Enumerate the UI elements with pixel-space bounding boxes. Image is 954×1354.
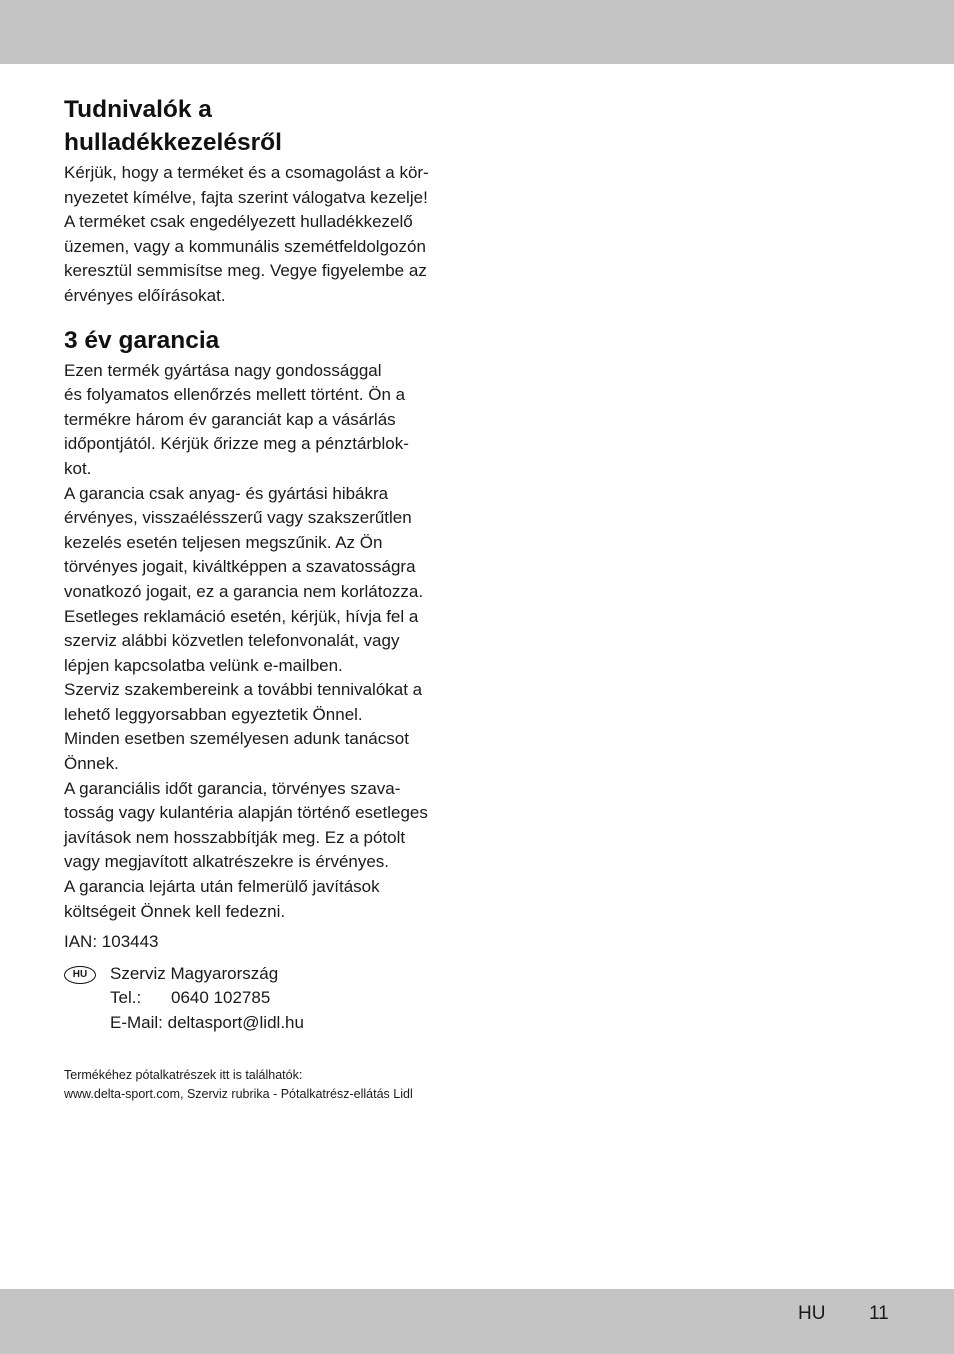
warranty-text-line: tosság vagy kulantéria alapján történő esetleges [64,803,428,823]
warranty-text-line: szerviz alábbi közvetlen telefonvonalát, vagy [64,631,400,651]
phone-number: 0640 102785 [171,988,271,1008]
warranty-heading: 3 év garancia [64,326,220,354]
spare-parts-note-line: Termékéhez pótalkatrészek itt is találhatók: [64,1067,303,1082]
disposal-text-line: érvényes előírásokat. [64,285,226,305]
warranty-text-line: A garancia csak anyag- és gyártási hibákra [64,483,389,503]
warranty-text-line: és folyamatos ellenőrzés mellett történt. Ön a [64,385,406,405]
warranty-text-line: kezelés esetén teljesen megszűnik. Az Ön [64,532,383,552]
warranty-text-line: vagy megjavított alkatrészekre is érvényes. [64,852,390,872]
phone-label: Tel.: [110,988,142,1008]
warranty-text-line: Önnek. [64,754,119,774]
header-band [0,0,954,64]
warranty-text-line: Ezen termék gyártása nagy gondossággal [64,360,382,380]
disposal-heading-line-1: Tudnivalók a [64,96,212,123]
service-phone [110,986,464,1011]
country-badge-icon: HU [64,966,96,984]
warranty-text-line: A garancia lejárta után felmerülő javítások [64,877,380,897]
warranty-text-line: lehető leggyorsabban egyeztetik Önnel. [64,704,363,724]
footer-language: HU [798,1303,826,1324]
disposal-text-line: A terméket csak engedélyezett hulladékkezelő [64,212,413,232]
warranty-text-line: érvényes, visszaélésszerű vagy szakszerűtlen [64,508,412,528]
warranty-text-line: A garanciális időt garancia, törvényes szava- [64,778,401,798]
content-column [64,93,464,1104]
disposal-heading [64,93,464,159]
warranty-text-line: javítások nem hosszabbítják meg. Ez a pótolt [64,827,406,847]
disposal-text [64,161,464,309]
warranty-text-line: törvényes jogait, kiváltképpen a szavatosságra [64,557,416,577]
warranty-text [64,359,464,925]
service-name: Szerviz Magyarország [110,963,279,983]
disposal-text-line: nyezetet kímélve, fajta szerint válogatva kezelje! [64,187,428,207]
spare-parts-note [64,1066,464,1104]
warranty-text-line: termékre három év garanciát kap a vásárlás [64,409,396,429]
disposal-text-line: üzemen, vagy a kommunális szemétfeldolgozón [64,236,426,256]
spare-parts-note-line: www.delta-sport.com, Szerviz rubrika - Pótalkatrész-ellátás Lidl [64,1086,413,1101]
service-contact [64,962,464,1036]
ian-number: IAN: 103443 [64,932,159,952]
warranty-text-line: vonatkozó jogait, ez a garancia nem korlátozza. [64,581,424,601]
warranty-text-line: Minden esetben személyesen adunk tanácsot [64,729,409,749]
page-number: 11 [869,1303,889,1324]
disposal-heading-line-2: hulladékkezelésről [64,129,282,156]
warranty-text-line: lépjen kapcsolatba velünk e-mailben. [64,655,343,675]
warranty-text-line: Esetleges reklamáció esetén, kérjük, hívja fel a [64,606,419,626]
warranty-text-line: költségeit Önnek kell fedezni. [64,901,286,921]
warranty-text-line: Szerviz szakembereink a további tennivalókat a [64,680,423,700]
disposal-text-line: keresztül semmisítse meg. Vegye figyelembe az [64,261,427,281]
disposal-text-line: Kérjük, hogy a terméket és a csomagolást a kör- [64,163,429,182]
service-email: E-Mail: deltasport@lidl.hu [110,1013,304,1032]
warranty-text-line: kot. [64,458,92,478]
warranty-text-line: időpontjától. Kérjük őrizze meg a pénztárblok- [64,434,409,454]
